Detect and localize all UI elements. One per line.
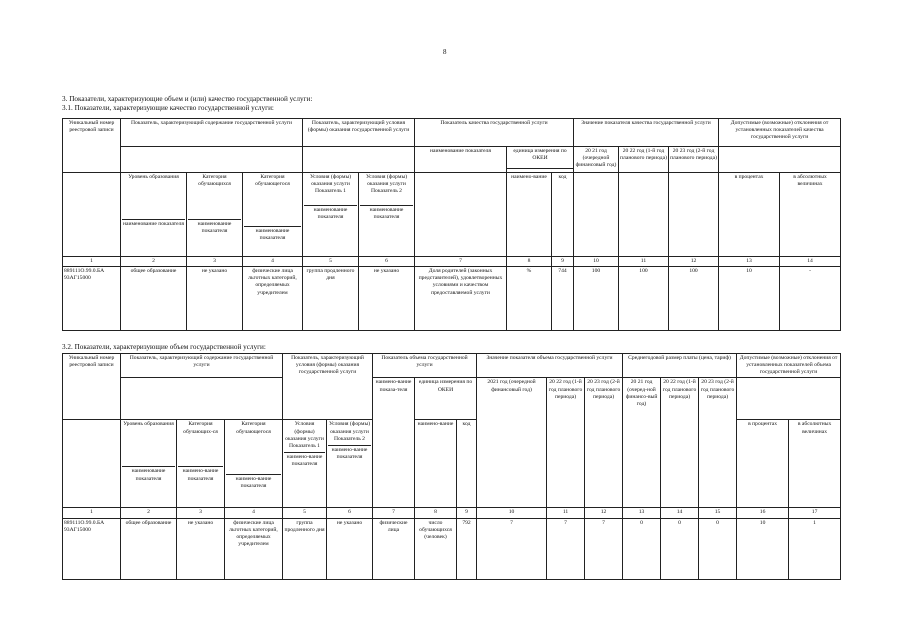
- col-num: 11: [619, 257, 669, 267]
- cond1-indicator-name-2: наимено-вание показателя: [284, 452, 325, 468]
- conditions-header-2: Показатель, характеризующий условия (формы) оказания государственной услуги: [283, 354, 373, 420]
- learner-cell-2: физические лица льготных категорий, определяемых учредителем: [225, 518, 283, 579]
- y1-cell: 100: [574, 267, 619, 331]
- quality-header: Показатель качества государственной услуги: [415, 119, 574, 147]
- category-header: [187, 173, 243, 257]
- code-cell-2: 792: [457, 518, 477, 579]
- learner-indicator-name-2: наимено-вание показателя: [226, 474, 281, 490]
- learner-header-2: [225, 420, 283, 508]
- col-num: 12: [669, 257, 719, 267]
- level-cell: общее образование: [121, 267, 187, 331]
- unit-name-header: наимено-вание: [507, 173, 552, 257]
- category-header-2: [177, 420, 225, 508]
- content-subheader-2: [121, 378, 283, 420]
- pct-header-2: в процентах: [737, 420, 789, 508]
- category-indicator-name-2: наимено-вание показателя: [178, 466, 223, 482]
- category-label-2: Категория обучающих-ся: [183, 421, 218, 435]
- col-num: 8: [415, 508, 457, 518]
- registry-header: Уникальный номер реестровой записи: [63, 119, 121, 173]
- col-num: 16: [737, 508, 789, 518]
- registry-spacer-2: [63, 420, 121, 508]
- price-y2-cell: 0: [661, 518, 699, 579]
- price-header: Среднегодовой размер платы (цена, тариф): [623, 354, 737, 378]
- cond1-header-2: [283, 420, 327, 508]
- col-num: 2: [121, 257, 187, 267]
- col-num: 8: [507, 257, 552, 267]
- col-num: 11: [547, 508, 585, 518]
- vol-y2-cell: 7: [547, 518, 585, 579]
- col-num: 10: [574, 257, 619, 267]
- unit-code-header: код: [552, 173, 574, 257]
- year-2023-header: 20 23 год (2-й год планового периода): [669, 147, 719, 173]
- col-num: 9: [552, 257, 574, 267]
- volume-indicators-table: [62, 353, 841, 580]
- cond1-label: Условия (формы) оказания услуги Показатель 1: [309, 174, 352, 195]
- deviation-subheader: [719, 147, 841, 173]
- deviation-header-2: Допустимые (возможные) отклонения от установленных показателей объема государственной услуги: [737, 354, 841, 378]
- col-num: 14: [661, 508, 699, 518]
- col-num: 10: [477, 508, 547, 518]
- col-num: 17: [789, 508, 841, 518]
- pct-cell: 10: [719, 267, 780, 331]
- quality-indicators-table: [62, 118, 841, 331]
- unit-name-header-2: наимено-вание: [415, 420, 457, 508]
- vol-name-header: наимено-вание показа-теля: [373, 378, 415, 508]
- year-2021-header: 20 21 год (очередной финансовый год): [574, 147, 619, 173]
- learner-cell: физические лица льготных категорий, определяемых учредителем: [243, 267, 303, 331]
- learner-indicator-name: наименование показателя: [244, 226, 301, 242]
- cond1-cell: группа продленного дня: [303, 267, 359, 331]
- vol-y3-cell: 7: [585, 518, 623, 579]
- vol-2022-header: 20 22 год (1-й год планового периода): [547, 378, 585, 508]
- cond2-label: Условия (формы) оказания услуги Показатель 2: [365, 174, 408, 195]
- price-2022-header: 20 22 год (1-й год планового периода): [661, 378, 699, 508]
- level-indicator-name-2: наименование показателя: [122, 466, 175, 482]
- col-num: 4: [225, 508, 283, 518]
- vol-name-cell: физические лица: [373, 518, 415, 579]
- pct-cell-2: 10: [737, 518, 789, 579]
- y2-cell: 100: [619, 267, 669, 331]
- abs-cell: -: [780, 267, 841, 331]
- quality-value-header: Значение показателя качества государственной услуги: [574, 119, 719, 147]
- indicator-cell: Доля родителей (законных представителей), удовлетворенных условиями и качеством предоставляемой услуги: [415, 267, 507, 331]
- registry-cell-2: 889111О.99.0.БА 93АГ15000: [63, 518, 121, 579]
- table-row: [63, 518, 841, 579]
- category-indicator-name: наименование показателя: [188, 219, 241, 235]
- vol-2021-header: 2021 год (очередной финансовый год): [477, 378, 547, 508]
- col-num: 1: [63, 257, 121, 267]
- col-num: 5: [303, 257, 359, 267]
- deviation-subheader-2: [737, 378, 841, 420]
- indicator-name-header: наименование показателя: [415, 147, 507, 173]
- conditions-header: Показатель, характеризующий условия (формы) оказания государственной услуги: [303, 119, 415, 147]
- learner-header: [243, 173, 303, 257]
- volume-header: Показатель объема государственной услуги: [373, 354, 477, 378]
- col-num: 7: [373, 508, 415, 518]
- level-label: Уровень образования: [128, 174, 179, 180]
- learner-label: Категория обучающегося: [255, 174, 290, 188]
- column-numbers-row: [63, 257, 841, 267]
- cond2-header: [359, 173, 415, 257]
- vol-y1-cell: 7: [477, 518, 547, 579]
- unit-header: единица измерения по ОКЕИ: [507, 147, 574, 169]
- cond1-header: [303, 173, 359, 257]
- col-num: 3: [177, 508, 225, 518]
- code-cell: 744: [552, 267, 574, 331]
- abs-cell-2: 1: [789, 518, 841, 579]
- col-num: 7: [415, 257, 507, 267]
- level-header: [121, 173, 187, 257]
- col-num: 6: [359, 257, 415, 267]
- abs-header: в абсолютных величинах: [780, 173, 841, 257]
- y3-spacer: [669, 173, 719, 257]
- price-2021-header: 20 21 год (очеред-ной финансо-вый год): [623, 378, 661, 508]
- unit-cell: %: [507, 267, 552, 331]
- indicator-spacer: [415, 173, 507, 257]
- category-cell-2: не указано: [177, 518, 225, 579]
- cond2-label-2: Условия (формы) оказания услуги Показатель 2: [328, 421, 371, 442]
- price-2023-header: 20 23 год (2-й год планового периода): [699, 378, 737, 508]
- unit-code-header-2: код: [457, 420, 477, 508]
- y2-spacer: [619, 173, 669, 257]
- col-num: 13: [623, 508, 661, 518]
- col-num: 6: [327, 508, 373, 518]
- learner-label-2: Категория обучающегося: [236, 421, 271, 435]
- col-num: 5: [283, 508, 327, 518]
- cond2-indicator-name-2: наимено-вание показателя: [328, 445, 371, 461]
- vol-2023-header: 20 23 год (2-й год планового периода): [585, 378, 623, 508]
- cond1-cell-2: группа продленного дня: [283, 518, 327, 579]
- unit-header-2: единица измерения по ОКЕИ: [415, 378, 477, 420]
- table-row: [63, 267, 841, 331]
- cond2-header-2: [327, 420, 373, 508]
- col-num: 2: [121, 508, 177, 518]
- col-num: 1: [63, 508, 121, 518]
- cond1-indicator-name: наименование показателя: [304, 205, 357, 221]
- section-3-2-title: 3.2. Показатели, характеризующие объем государственной услуги:: [62, 343, 266, 351]
- category-cell: не указано: [187, 267, 243, 331]
- unit-cell-2: число обучающихся (человек): [415, 518, 457, 579]
- registry-header-2: Уникальный номер реестровой записи: [63, 354, 121, 420]
- year-2022-header: 20 22 год (1-й год планового периода): [619, 147, 669, 173]
- col-num: 9: [457, 508, 477, 518]
- level-cell-2: общее образование: [121, 518, 177, 579]
- col-num: 15: [699, 508, 737, 518]
- cond2-cell: не указано: [359, 267, 415, 331]
- col-num: 3: [187, 257, 243, 267]
- column-numbers-row-2: [63, 508, 841, 518]
- level-indicator-name: наименование показателя: [123, 220, 184, 227]
- price-y1-cell: 0: [623, 518, 661, 579]
- registry-spacer: [63, 173, 121, 257]
- col-num: 12: [585, 508, 623, 518]
- col-num: 13: [719, 257, 780, 267]
- volume-value-header: Значение показателя объема государственной услуги: [477, 354, 623, 378]
- level-label-2: Уровень образования: [123, 421, 174, 428]
- col-num: 14: [780, 257, 841, 267]
- page-number: 8: [443, 48, 447, 56]
- cond2-indicator-name: наименование показателя: [360, 205, 413, 221]
- category-label: Категория обучающихся: [198, 174, 231, 188]
- y3-cell: 100: [669, 267, 719, 331]
- level-header-2: [121, 420, 177, 508]
- col-num: 4: [243, 257, 303, 267]
- abs-header-2: в абсолютных величинах: [789, 420, 841, 508]
- cond1-label-2: Условия (формы) оказания услуги Показатель 1: [285, 421, 324, 449]
- cond2-cell-2: не указано: [327, 518, 373, 579]
- content-header-2: Показатель, характеризующий содержание государственной услуги: [121, 354, 283, 378]
- conditions-subheader: [303, 147, 415, 173]
- content-subheader: [121, 147, 303, 173]
- content-header: Показатель, характеризующий содержание государственной услуги: [121, 119, 303, 147]
- price-y3-cell: 0: [699, 518, 737, 579]
- section-3-title: 3. Показатели, характеризующие объем и (или) качество государственной услуги:: [62, 95, 313, 103]
- pct-header: в процентах: [719, 173, 780, 257]
- deviation-header: Допустимые (возможные) отклонения от установленных показателей качества государственной услуги: [719, 119, 841, 147]
- y1-spacer: [574, 173, 619, 257]
- registry-cell: 889111О.99.0.БА 93АГ15000: [63, 267, 121, 331]
- section-3-1-title: 3.1. Показатели, характеризующие качество государственной услуги:: [62, 104, 274, 112]
